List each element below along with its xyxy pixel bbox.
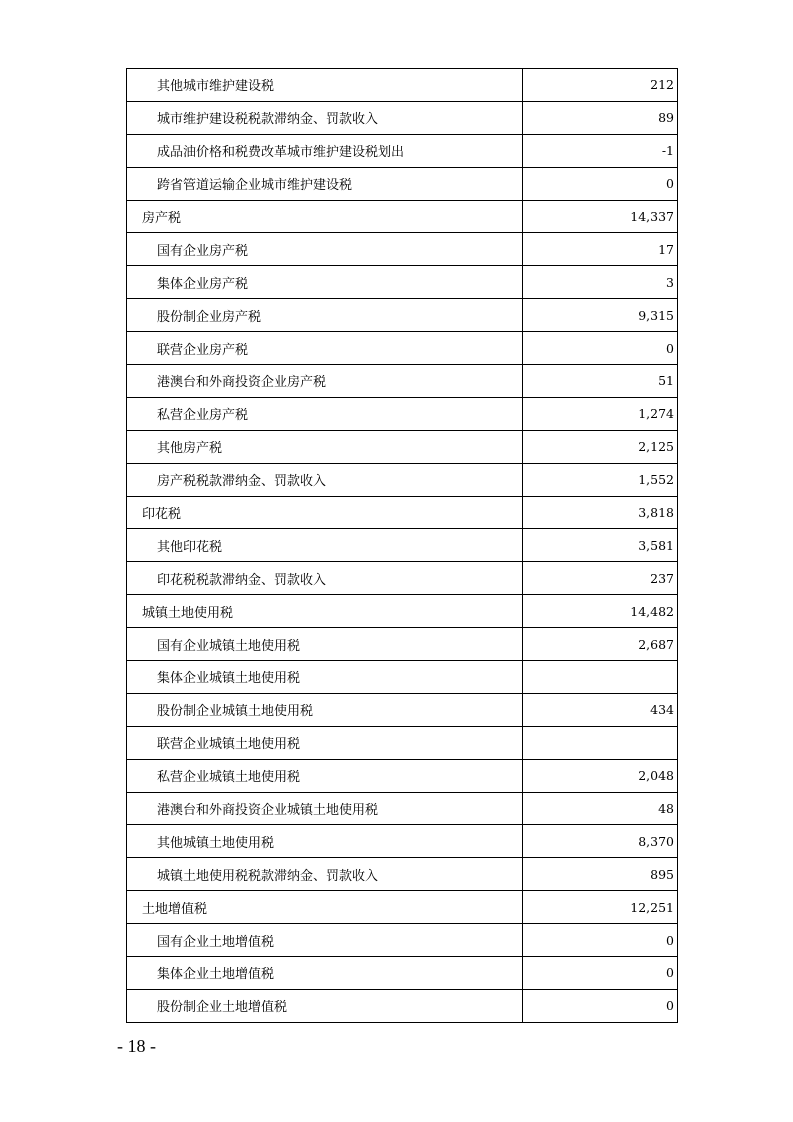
table-row [127,595,678,628]
table-row [127,101,678,134]
table-row [127,496,678,529]
row-item-value: 895 [523,858,678,891]
tax-revenue-table [126,68,678,1023]
table-row [127,924,678,957]
row-item-name: 股份制企业城镇土地使用税 [127,693,523,726]
table-row [127,365,678,398]
row-item-value: 0 [523,332,678,365]
table-row [127,726,678,759]
row-item-name: 港澳台和外商投资企业城镇土地使用税 [127,792,523,825]
row-item-value [523,661,678,694]
table-row [127,661,678,694]
row-item-value: 2,687 [523,628,678,661]
row-item-name: 印花税税款滞纳金、罚款收入 [127,562,523,595]
table-row [127,693,678,726]
row-item-name: 成品油价格和税费改革城市维护建设税划出 [127,134,523,167]
row-item-value: 14,337 [523,200,678,233]
row-item-name: 集体企业城镇土地使用税 [127,661,523,694]
row-item-value: 2,048 [523,759,678,792]
row-item-value: 89 [523,101,678,134]
row-item-value: 2,125 [523,430,678,463]
row-item-value: -1 [523,134,678,167]
table-row [127,957,678,990]
table-row [127,792,678,825]
row-item-name: 股份制企业房产税 [127,299,523,332]
row-item-value: 9,315 [523,299,678,332]
table-row [127,989,678,1022]
row-item-value: 0 [523,989,678,1022]
page-number: - 18 - [117,1036,156,1056]
row-item-value: 51 [523,365,678,398]
table-row [127,628,678,661]
row-item-name: 联营企业城镇土地使用税 [127,726,523,759]
row-item-name: 国有企业房产税 [127,233,523,266]
row-item-name: 国有企业土地增值税 [127,924,523,957]
table-row [127,332,678,365]
table-row [127,891,678,924]
row-item-value: 1,274 [523,397,678,430]
table-row [127,69,678,102]
table-row [127,759,678,792]
row-item-name: 联营企业房产税 [127,332,523,365]
row-item-name: 印花税 [127,496,523,529]
table-row [127,299,678,332]
row-item-value: 3,818 [523,496,678,529]
row-item-name: 房产税 [127,200,523,233]
row-item-name: 其他房产税 [127,430,523,463]
row-item-value [523,726,678,759]
row-item-name: 城镇土地使用税税款滞纳金、罚款收入 [127,858,523,891]
row-item-name: 私营企业房产税 [127,397,523,430]
table-row [127,463,678,496]
row-item-value: 17 [523,233,678,266]
row-item-value: 14,482 [523,595,678,628]
row-item-name: 跨省管道运输企业城市维护建设税 [127,167,523,200]
row-item-name: 集体企业房产税 [127,266,523,299]
table-row [127,397,678,430]
table-row [127,430,678,463]
row-item-value: 0 [523,167,678,200]
row-item-name: 其他城市维护建设税 [127,69,523,102]
row-item-name: 其他印花税 [127,529,523,562]
row-item-name: 其他城镇土地使用税 [127,825,523,858]
table-row [127,134,678,167]
row-item-value: 237 [523,562,678,595]
table-row [127,529,678,562]
table-row [127,562,678,595]
table-body [127,69,678,1023]
row-item-value: 8,370 [523,825,678,858]
row-item-value: 1,552 [523,463,678,496]
table-row [127,858,678,891]
table-row [127,167,678,200]
row-item-name: 股份制企业土地增值税 [127,989,523,1022]
row-item-name: 集体企业土地增值税 [127,957,523,990]
row-item-name: 港澳台和外商投资企业房产税 [127,365,523,398]
row-item-value: 3 [523,266,678,299]
row-item-value: 3,581 [523,529,678,562]
row-item-value: 0 [523,924,678,957]
table-row [127,200,678,233]
row-item-name: 城市维护建设税税款滞纳金、罚款收入 [127,101,523,134]
table-row [127,233,678,266]
row-item-value: 434 [523,693,678,726]
row-item-value: 212 [523,69,678,102]
row-item-value: 0 [523,957,678,990]
row-item-name: 国有企业城镇土地使用税 [127,628,523,661]
row-item-name: 房产税税款滞纳金、罚款收入 [127,463,523,496]
row-item-name: 私营企业城镇土地使用税 [127,759,523,792]
row-item-value: 12,251 [523,891,678,924]
row-item-value: 48 [523,792,678,825]
row-item-name: 土地增值税 [127,891,523,924]
table-row [127,825,678,858]
table-row [127,266,678,299]
row-item-name: 城镇土地使用税 [127,595,523,628]
